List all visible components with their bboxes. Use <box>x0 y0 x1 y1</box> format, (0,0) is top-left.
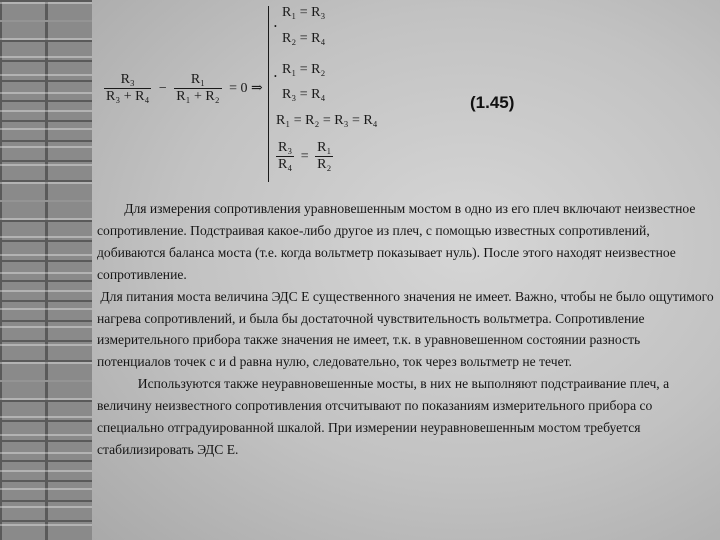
paragraph-2: Для питания моста величина ЭДС E существенного значения не имеет. Важно, чтобы не было ощутимого нагрева сопротивлений, и была бы достаточной чувствительность вольтметра. Сопротивление измерительного прибора также значения не имеет, т.к. в уравновешенном состоянии разность потенциалов точек c и d равна нулю, следовательно, ток через вольтметр не течет. <box>97 288 718 370</box>
brick-wall-decoration <box>0 0 92 540</box>
fraction-1: $\frac{\text{R₃}}{\text{R₃ + R₄}}$ <box>106 72 150 104</box>
equals-implies: = 0 ⇒ <box>229 80 263 96</box>
balance-equation <box>104 72 263 105</box>
system-line-2: R₂ = R₄ <box>282 31 326 46</box>
system-line-5: R₁ = R₂ = R₃ = R₄ <box>276 113 378 128</box>
paragraph-3: Используются также неуравновешенные мосты, в них не выполняют подстраивание плеч, а величину неизвестного сопротивления отсчитывают по показаниям измерительного прибора со специально отградуированной шкалой. При измерении неуравновешенным мостом требуется стабилизировать ЭДС E. <box>97 376 673 457</box>
system-brace <box>268 6 275 182</box>
body-text <box>97 198 717 461</box>
equation-number: (1.45) <box>470 93 515 112</box>
brace-mark: • <box>274 22 277 31</box>
system-line-6: $\frac{\text{R₃}}{\text{R₄}}$ = $\frac{\text{R₁}}{\text{R₂}}$ <box>278 140 332 172</box>
minus-sign: − <box>158 80 167 96</box>
system-line-3: R₁ = R₂ <box>282 62 326 77</box>
system-line-4: R₃ = R₄ <box>282 87 326 102</box>
brace-mark: • <box>274 72 277 81</box>
paragraph-1: Для измерения сопротивления уравновешенным мостом в одно из его плеч включают неизвестное сопротивление. Подстраивая какое-либо другое из плеч, с помощью известных сопротивлений, добиваются баланса моста (т.е. когда вольтметр показывает нуль). После этого находят неизвестное сопротивление. <box>97 201 699 282</box>
system-line-1: R₁ = R₃ <box>282 5 326 20</box>
fraction-2: $\frac{\text{R₁}}{\text{R₁ + R₂}}$ <box>176 72 220 104</box>
